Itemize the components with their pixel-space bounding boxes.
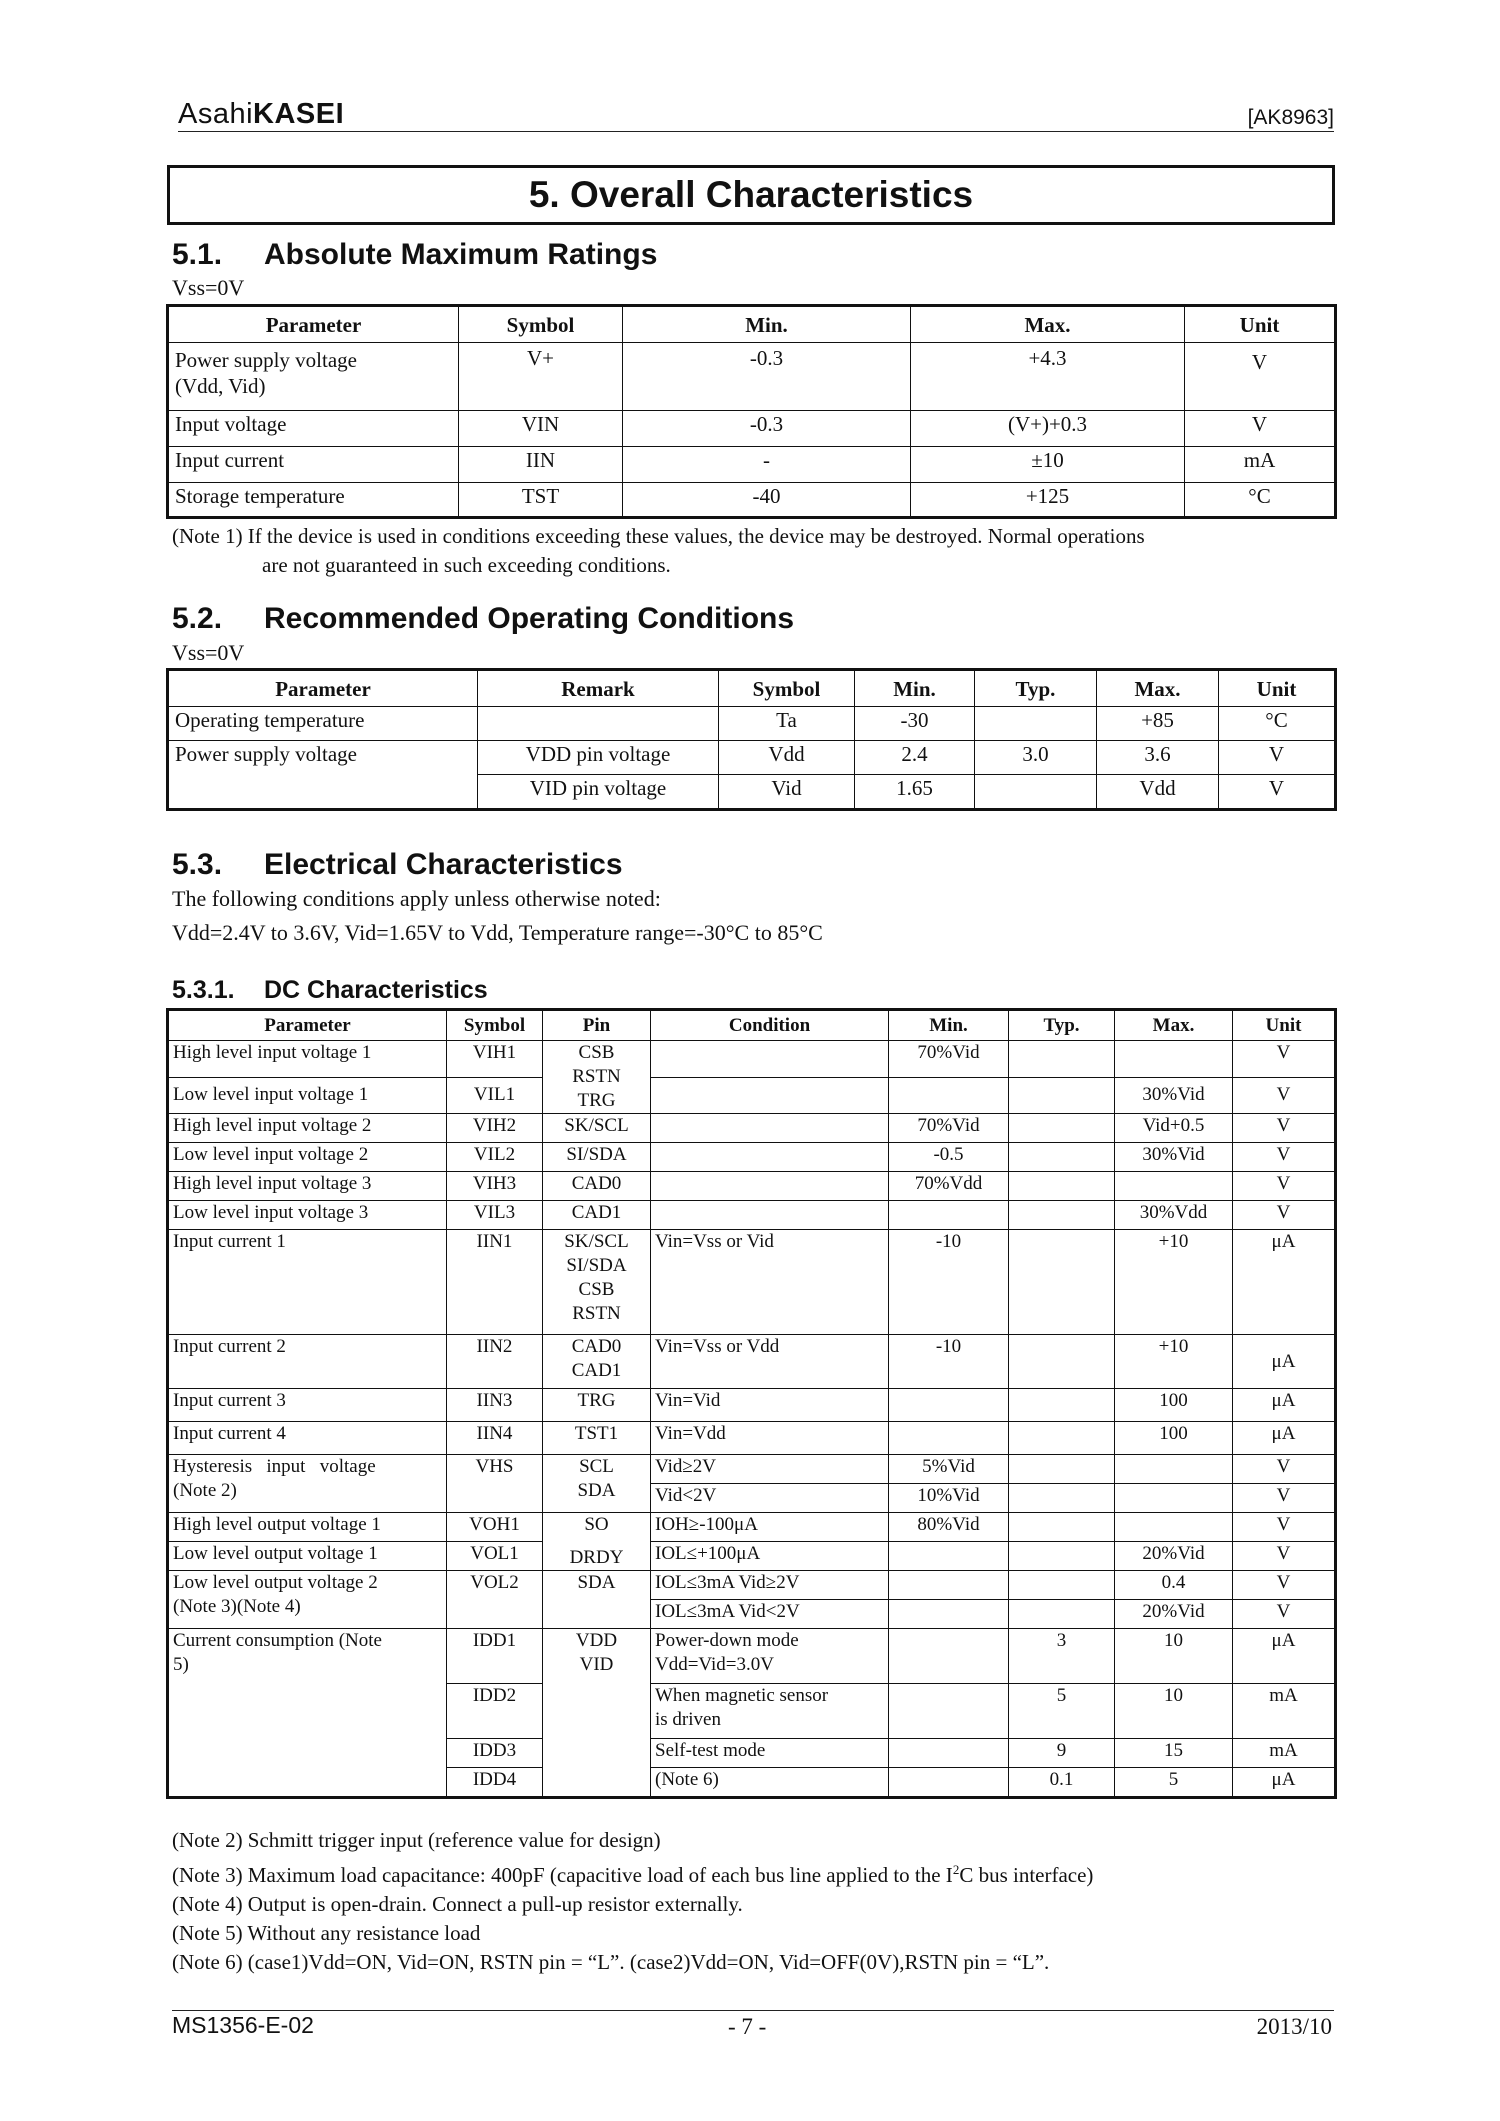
cell-text: CSB — [578, 1042, 615, 1063]
header-rule — [178, 131, 1334, 132]
cell-text: V — [1233, 1201, 1335, 1230]
cell-text: μA — [1233, 1230, 1335, 1335]
cell-text: 70%Vid — [889, 1041, 1009, 1078]
cell-text: 3.0 — [975, 741, 1097, 775]
table-row — [169, 1172, 1335, 1201]
cell-text: V — [1185, 343, 1335, 411]
cell-text: VID — [579, 1654, 614, 1675]
cell-text: V — [1233, 1143, 1335, 1172]
cell-text: Power supply voltage — [169, 741, 478, 775]
table-row — [169, 1389, 1335, 1422]
pin-cell — [543, 1335, 651, 1389]
cell-text: (Note 3)(Note 4) — [173, 1596, 301, 1617]
note-1-line: (Note 1) If the device is used in conditions exceeding these values, the device may be destroyed. Normal operations — [172, 524, 1145, 548]
condition-cell — [651, 1629, 889, 1684]
cell-text: TRG — [543, 1389, 651, 1422]
cell-text: Self-test mode — [651, 1739, 889, 1768]
cell-text: TST — [459, 483, 623, 517]
header-cell: Max. — [911, 307, 1185, 343]
table-row — [169, 483, 1335, 517]
table-row — [169, 707, 1335, 741]
table-row — [169, 343, 1335, 411]
cell-text: 2.4 — [855, 741, 975, 775]
cell-text: CSB — [578, 1279, 615, 1300]
cell-text: -0.3 — [623, 411, 911, 447]
cell-text: High level input voltage 1 — [169, 1041, 447, 1078]
cell-text: 100 — [1115, 1389, 1233, 1422]
section-5-1-heading: 5.1. Absolute Maximum Ratings — [172, 238, 658, 271]
cell-text: CAD0 — [571, 1336, 622, 1357]
table-row — [169, 741, 1335, 775]
cell-text: Vin=Vdd — [651, 1422, 889, 1455]
pin-cell — [543, 1455, 651, 1513]
note-6: (Note 6) (case1)Vdd=ON, Vid=ON, RSTN pin = “L”. (case2)Vdd=ON, Vid=OFF(0V),RSTN pin = “L”. — [172, 1950, 1050, 1974]
cell-text: 30%Vid — [1115, 1077, 1233, 1114]
cell-text: +10 — [1115, 1230, 1233, 1335]
table-row — [169, 1542, 1335, 1571]
cell-text: μA — [1233, 1768, 1335, 1797]
cell-text: IOL≤3mA Vid<2V — [651, 1600, 889, 1629]
cell-text: Input voltage — [169, 411, 459, 447]
table-row — [169, 1422, 1335, 1455]
cell-text: Vdd — [719, 741, 855, 775]
header-cell: Parameter — [169, 1011, 447, 1041]
cell-text: Low level input voltage 3 — [169, 1201, 447, 1230]
cell-text: VIL1 — [447, 1077, 543, 1114]
cell-text: IIN1 — [447, 1230, 543, 1335]
s53-intro-1: The following conditions apply unless otherwise noted: — [172, 886, 661, 911]
cell-text: TRG — [577, 1090, 616, 1111]
cell-text: V — [1219, 775, 1335, 809]
cell-text: +10 — [1115, 1335, 1233, 1389]
cell-text: VIH3 — [447, 1172, 543, 1201]
header-cell: Symbol — [447, 1011, 543, 1041]
cell-text: -30 — [855, 707, 975, 741]
cell-text — [975, 775, 1097, 809]
cell-text: SI/SDA — [543, 1143, 651, 1172]
cell-text: IDD2 — [447, 1684, 543, 1739]
cell-text: IDD4 — [447, 1768, 543, 1797]
cell-text: VIL2 — [447, 1143, 543, 1172]
cell-text: -40 — [623, 483, 911, 517]
cell-text: VIH1 — [447, 1041, 543, 1078]
cell-text: Vin=Vss or Vid — [651, 1230, 889, 1335]
cell-text: 5%Vid — [889, 1455, 1009, 1484]
cell-text: IDD1 — [447, 1629, 543, 1684]
cell-text: -0.5 — [889, 1143, 1009, 1172]
cell-text: CAD0 — [543, 1172, 651, 1201]
cell-text: RSTN — [572, 1303, 621, 1324]
pin-cell — [543, 1041, 651, 1114]
cell-text: 100 — [1115, 1422, 1233, 1455]
cell-text: DRDY — [543, 1542, 651, 1571]
header-cell: Unit — [1233, 1011, 1335, 1041]
table-row — [169, 447, 1335, 483]
table-row — [169, 1077, 1335, 1114]
cell-text: CAD1 — [571, 1360, 622, 1381]
cell-text: Ta — [719, 707, 855, 741]
cell-text: IOH≥-100μA — [651, 1513, 889, 1542]
cell-text: V — [1233, 1041, 1335, 1078]
pin-cell — [543, 1629, 651, 1797]
table-row — [169, 775, 1335, 809]
table-row — [169, 1629, 1335, 1684]
cell-text: 5 — [1115, 1768, 1233, 1797]
cell-text: +85 — [1097, 707, 1219, 741]
cell-text: IIN4 — [447, 1422, 543, 1455]
header-cell: Unit — [1185, 307, 1335, 343]
cell-text: mA — [1185, 447, 1335, 483]
table-row — [169, 411, 1335, 447]
cell-text: SCL — [579, 1456, 614, 1477]
cell-text: 20%Vid — [1115, 1600, 1233, 1629]
cell-text: Input current 3 — [169, 1389, 447, 1422]
table-row — [169, 1513, 1335, 1542]
s51-vss-label: Vss=0V — [172, 275, 245, 300]
cell-text: VDD pin voltage — [478, 741, 719, 775]
cell-text: +125 — [911, 483, 1185, 517]
cell-text: mA — [1233, 1739, 1335, 1768]
cell-text: is driven — [655, 1709, 721, 1730]
cell-text: VOL2 — [447, 1571, 543, 1629]
table-row — [169, 1455, 1335, 1484]
cell-text: SO — [543, 1513, 651, 1542]
cell-text: μA — [1233, 1335, 1335, 1389]
cell-text: Current consumption (Note — [173, 1630, 382, 1651]
absolute-max-ratings-table — [168, 306, 1335, 517]
cell-text: 10%Vid — [889, 1484, 1009, 1513]
cell-text: Low level output voltage 1 — [169, 1542, 447, 1571]
cell-text: 9 — [1009, 1739, 1115, 1768]
recommended-operating-conditions-table — [168, 670, 1335, 809]
cell-text: 30%Vdd — [1115, 1201, 1233, 1230]
table-row — [169, 1230, 1335, 1335]
cell-text: μA — [1233, 1389, 1335, 1422]
cell-text: 3.6 — [1097, 741, 1219, 775]
footer-doc-number: MS1356-E-02 — [172, 2012, 314, 2038]
header-cell: Min. — [623, 307, 911, 343]
cell-text: Hysteresis input voltage — [173, 1456, 376, 1477]
cell-text: SK/SCL — [564, 1231, 629, 1252]
cell-text: 30%Vid — [1115, 1143, 1233, 1172]
cell-text: SDA — [543, 1571, 651, 1629]
cell-text: CAD1 — [543, 1201, 651, 1230]
cell-text: Low level output voltage 2 — [173, 1572, 378, 1593]
cell-text: Vid+0.5 — [1115, 1114, 1233, 1143]
pin-cell — [543, 1230, 651, 1335]
cell-text: High level output voltage 1 — [169, 1513, 447, 1542]
cell-text: VOH1 — [447, 1513, 543, 1542]
cell-text: V — [1233, 1513, 1335, 1542]
cell-text: 0.1 — [1009, 1768, 1115, 1797]
cell-text: Low level input voltage 2 — [169, 1143, 447, 1172]
note-1 — [172, 522, 1145, 580]
cell-text: High level input voltage 2 — [169, 1114, 447, 1143]
cell-text: 20%Vid — [1115, 1542, 1233, 1571]
cell-text: V — [1233, 1172, 1335, 1201]
header-cell: Unit — [1219, 671, 1335, 707]
section-5-3-1-heading: 5.3.1. DC Characteristics — [172, 976, 488, 1004]
header-cell: Pin — [543, 1011, 651, 1041]
cell-text — [169, 775, 478, 809]
condition-cell — [651, 1684, 889, 1739]
cell-text: TST1 — [543, 1422, 651, 1455]
header-cell: Remark — [478, 671, 719, 707]
cell-text: 0.4 — [1115, 1571, 1233, 1600]
cell-text: °C — [1219, 707, 1335, 741]
cell-text: IIN3 — [447, 1389, 543, 1422]
cell-text: Vid<2V — [651, 1484, 889, 1513]
header-cell: Symbol — [459, 307, 623, 343]
cell-text: 80%Vid — [889, 1513, 1009, 1542]
cell-text: μA — [1233, 1629, 1335, 1684]
cell-text: VIL3 — [447, 1201, 543, 1230]
footer-date: 2013/10 — [1256, 2014, 1332, 2039]
cell-text: °C — [1185, 483, 1335, 517]
cell-text: SI/SDA — [566, 1255, 627, 1276]
table-row — [169, 1201, 1335, 1230]
document-id: [AK8963] — [1247, 106, 1334, 129]
cell-text: 10 — [1115, 1684, 1233, 1739]
note-3-superscript: 2 — [952, 1862, 960, 1877]
cell-text: IOL≤+100μA — [651, 1542, 889, 1571]
cell-text: Power-down mode — [655, 1630, 799, 1651]
note-3-text: (Note 3) Maximum load capacitance: 400pF (capacitive load of each bus line applied to the I — [172, 1863, 953, 1887]
param-cell — [169, 1455, 447, 1513]
cell-text: Vdd — [1097, 775, 1219, 809]
cell-text: -0.3 — [623, 343, 911, 411]
header-cell: Min. — [855, 671, 975, 707]
cell-text: IDD3 — [447, 1739, 543, 1768]
s52-vss-label: Vss=0V — [172, 640, 245, 665]
cell-text: IIN2 — [447, 1335, 543, 1389]
note-4: (Note 4) Output is open-drain. Connect a pull-up resistor externally. — [172, 1892, 743, 1916]
note-5: (Note 5) Without any resistance load — [172, 1921, 481, 1945]
cell-text: V — [1185, 411, 1335, 447]
section-5-2-heading: 5.2. Recommended Operating Conditions — [172, 602, 795, 635]
cell-text: SK/SCL — [543, 1114, 651, 1143]
cell-text: (Vdd, Vid) — [175, 374, 266, 398]
header-cell: Parameter — [169, 671, 478, 707]
cell-text: Vin=Vss or Vdd — [651, 1335, 889, 1389]
cell-text: - — [623, 447, 911, 483]
cell-text: 15 — [1115, 1739, 1233, 1768]
cell-text: Vdd=Vid=3.0V — [655, 1654, 774, 1675]
param-cell — [169, 1571, 447, 1629]
note-3-text: C bus interface) — [959, 1863, 1094, 1887]
cell-text: IIN — [459, 447, 623, 483]
table-row — [169, 1571, 1335, 1600]
cell-text: VIN — [459, 411, 623, 447]
cell-text: +4.3 — [911, 343, 1185, 411]
header-cell: Typ. — [975, 671, 1097, 707]
cell-text: (V+)+0.3 — [911, 411, 1185, 447]
cell-text — [975, 707, 1097, 741]
table-row — [169, 1143, 1335, 1172]
cell-text: 3 — [1009, 1629, 1115, 1684]
company-logo: AsahiKASEI — [178, 98, 345, 130]
cell-text: 5 — [1009, 1684, 1115, 1739]
header-cell: Max. — [1097, 671, 1219, 707]
cell-text: -10 — [889, 1230, 1009, 1335]
cell-text: Vid — [719, 775, 855, 809]
cell-text: 70%Vid — [889, 1114, 1009, 1143]
header-cell: Typ. — [1009, 1011, 1115, 1041]
cell-text: High level input voltage 3 — [169, 1172, 447, 1201]
cell-text: VOL1 — [447, 1542, 543, 1571]
param-cell — [169, 1629, 447, 1797]
cell-text: Operating temperature — [169, 707, 478, 741]
cell-text: Power supply voltage — [175, 348, 357, 372]
cell-text: V — [1233, 1484, 1335, 1513]
cell-text: RSTN — [572, 1066, 621, 1087]
note-2: (Note 2) Schmitt trigger input (reference value for design) — [172, 1828, 661, 1852]
cell-text: VDD — [575, 1630, 618, 1651]
table-row — [169, 1041, 1335, 1078]
cell-text — [478, 707, 719, 741]
cell-text: VID pin voltage — [478, 775, 719, 809]
cell-text: (Note 2) — [173, 1480, 237, 1501]
table-row — [169, 1114, 1335, 1143]
cell-text: V — [1233, 1600, 1335, 1629]
cell-text: V — [1233, 1542, 1335, 1571]
footer-page-number: - 7 - — [728, 2014, 767, 2039]
header-cell: Min. — [889, 1011, 1009, 1041]
cell-text: Input current 2 — [169, 1335, 447, 1389]
note-3 — [172, 1855, 1093, 1890]
cell-text: V+ — [459, 343, 623, 411]
footnotes — [172, 1826, 1093, 1977]
cell-text: V — [1233, 1114, 1335, 1143]
cell-text: Input current — [169, 447, 459, 483]
s53-intro-2: Vdd=2.4V to 3.6V, Vid=1.65V to Vdd, Temperature range=-30°C to 85°C — [172, 920, 823, 945]
cell-text: V — [1233, 1455, 1335, 1484]
footer-rule — [172, 2010, 1334, 2011]
cell-text: Input current 1 — [169, 1230, 447, 1335]
cell-text: Storage temperature — [169, 483, 459, 517]
cell-text: mA — [1233, 1684, 1335, 1739]
header-cell: Max. — [1115, 1011, 1233, 1041]
header-cell: Parameter — [169, 307, 459, 343]
section-5-3-heading: 5.3. Electrical Characteristics — [172, 848, 623, 881]
cell-text: IOL≤3mA Vid≥2V — [651, 1571, 889, 1600]
cell-text: V — [1233, 1077, 1335, 1114]
cell-text: VHS — [447, 1455, 543, 1513]
cell-text: Vin=Vid — [651, 1389, 889, 1422]
cell-text: Input current 4 — [169, 1422, 447, 1455]
cell-text: VIH2 — [447, 1114, 543, 1143]
cell-text: μA — [1233, 1422, 1335, 1455]
cell-text: V — [1233, 1571, 1335, 1600]
header-cell: Condition — [651, 1011, 889, 1041]
cell-text: V — [1219, 741, 1335, 775]
chapter-title: 5. Overall Characteristics — [167, 165, 1335, 225]
cell-text: ±10 — [911, 447, 1185, 483]
cell-text: 10 — [1115, 1629, 1233, 1684]
cell-text: Vid≥2V — [651, 1455, 889, 1484]
cell-text: SDA — [577, 1480, 616, 1501]
cell-text: When magnetic sensor — [655, 1685, 829, 1706]
cell-text: Low level input voltage 1 — [169, 1077, 447, 1114]
cell-text: 5) — [173, 1654, 189, 1675]
cell-text: 1.65 — [855, 775, 975, 809]
header-cell: Symbol — [719, 671, 855, 707]
cell-text: (Note 6) — [651, 1768, 889, 1797]
note-1-line: are not guaranteed in such exceeding conditions. — [262, 553, 671, 577]
cell-text: 70%Vdd — [889, 1172, 1009, 1201]
cell-text: -10 — [889, 1335, 1009, 1389]
table-row — [169, 1335, 1335, 1389]
dc-characteristics-table — [168, 1010, 1335, 1797]
